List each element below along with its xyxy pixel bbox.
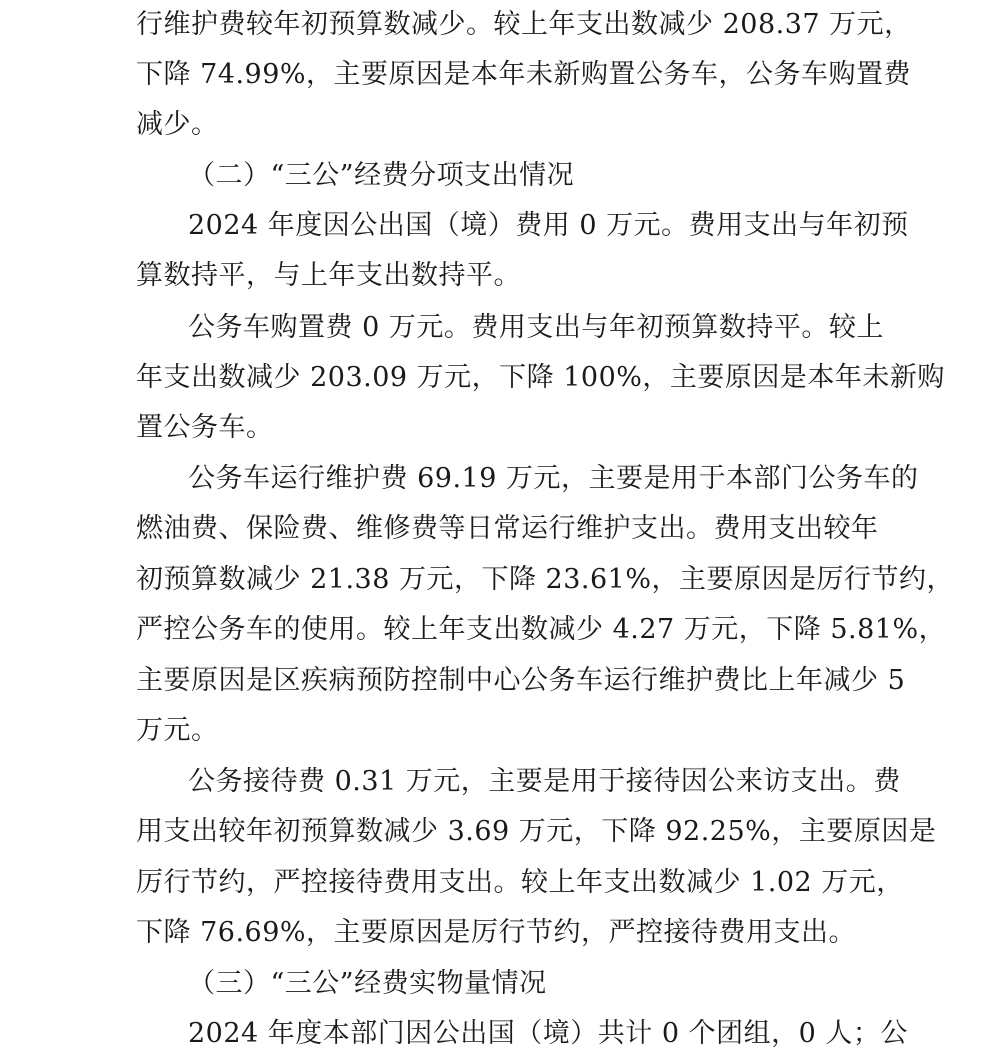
body-text-line: 万元。 <box>136 715 219 746</box>
body-text-line: 厉行节约，严控接待费用支出。较上年支出数减少 1.02 万元， <box>136 867 904 898</box>
body-text-line: 置公务车。 <box>136 412 274 443</box>
body-text-line: 用支出较年初预算数减少 3.69 万元，下降 92.25%，主要原因是 <box>136 816 937 847</box>
body-text-line: 公务车运行维护费 69.19 万元，主要是用于本部门公务车的 <box>188 463 919 494</box>
body-text-line: 公务车购置费 0 万元。费用支出与年初预算数持平。较上 <box>188 312 884 343</box>
body-text-line: 年支出数减少 203.09 万元，下降 100%，主要原因是本年未新购 <box>136 362 945 393</box>
body-text-line: 行维护费较年初预算数减少。较上年支出数减少 208.37 万元， <box>136 9 912 40</box>
body-text-line: 公务接待费 0.31 万元，主要是用于接待因公来访支出。费 <box>188 766 901 797</box>
body-text-line: 燃油费、保险费、维修费等日常运行维护支出。费用支出较年 <box>136 513 879 544</box>
body-text-line: 2024 年度本部门因公出国（境）共计 0 个团组，0 人；公 <box>188 1018 908 1049</box>
body-text-line: 下降 76.69%，主要原因是厉行节约，严控接待费用支出。 <box>136 917 857 948</box>
section-heading-3: （三）“三公”经费实物量情况 <box>188 968 547 999</box>
body-text-line: 主要原因是区疾病预防控制中心公务车运行维护费比上年减少 5 <box>136 665 906 696</box>
body-text-line: 算数持平，与上年支出数持平。 <box>136 260 521 291</box>
body-text-line: 减少。 <box>136 109 219 140</box>
body-text-line: 初预算数减少 21.38 万元，下降 23.61%，主要原因是厉行节约， <box>136 564 954 595</box>
section-heading-2: （二）“三公”经费分项支出情况 <box>188 160 575 191</box>
body-text-line: 下降 74.99%，主要原因是本年未新购置公务车，公务车购置费 <box>136 59 912 90</box>
body-text-line: 严控公务车的使用。较上年支出数减少 4.27 万元，下降 5.81%， <box>136 614 947 645</box>
body-text-line: 2024 年度因公出国（境）费用 0 万元。费用支出与年初预 <box>188 210 909 241</box>
